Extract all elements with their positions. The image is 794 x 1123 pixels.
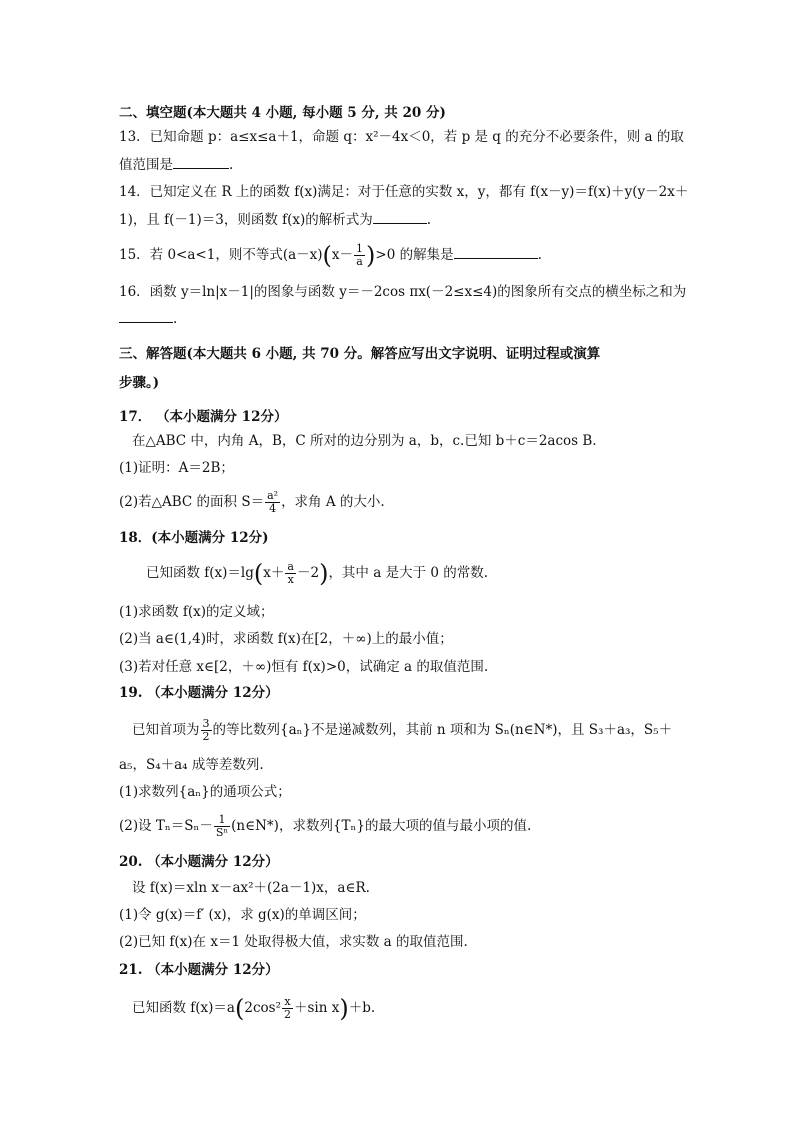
q17-header: 17． （本小题满分 12分） bbox=[119, 409, 288, 425]
q14-label: 1)，且 f(－1)＝3，则函数 f(x)的解析式为 bbox=[119, 212, 373, 228]
q17-part1: (1)证明：A＝2B； bbox=[119, 460, 234, 476]
q15-text-b: x－ bbox=[331, 247, 354, 263]
q15-text-a: 15．若 0<a<1，则不等式(a－x) bbox=[119, 247, 323, 263]
section2-title: 二、填空题(本大题共 4 小题, 每小题 5 分, 共 20 分) bbox=[119, 105, 446, 121]
q18-part3: (3)若对任意 x∈[2，＋∞)恒有 f(x)>0，试确定 a 的取值范围. bbox=[119, 659, 489, 675]
q20-stem: 设 f(x)＝xln x－ax²＋(2a－1)x，a∈R. bbox=[132, 880, 370, 896]
answer-blank bbox=[173, 154, 229, 169]
q18-header: 18．(本小题满分 12分) bbox=[119, 530, 269, 546]
q17-part2: (2)若△ABC 的面积 S＝ $\frac{\text{a²}}{4}$ ，求角 A 的大小. bbox=[119, 489, 385, 515]
answer-blank bbox=[454, 244, 538, 259]
q15-fraction: $\frac{1}{a}$ bbox=[356, 242, 364, 268]
q13-line1: 13．已知命题 p：a≤x≤a＋1，命题 q：x²－4x＜0，若 p 是 q 的充分不必要条件，则 a 的取 bbox=[119, 129, 684, 145]
q17-stem: 在△ABC 中，内角 A，B，C 所对的边分别为 a，b，c.已知 b＋c＝2acos B. bbox=[132, 433, 597, 449]
q13-label: 值范围是 bbox=[119, 157, 173, 173]
q21-stem: 已知函数 f(x)＝a(2cos² $\frac{x}{2}$ ＋sin x)＋b. bbox=[132, 994, 376, 1023]
q16-line2: . bbox=[119, 308, 177, 330]
q19-part1: (1)求数列{aₙ}的通项公式； bbox=[119, 784, 291, 800]
q19-fraction: $\frac{3}{2}$ bbox=[202, 717, 210, 743]
q21-header: 21. （本小题满分 12分） bbox=[119, 962, 279, 978]
q20-part1: (1)令 g(x)＝f′ (x)，求 g(x)的单调区间； bbox=[119, 907, 366, 923]
q19-part2-fraction: $\frac{1}{\text{Sⁿ}}$ bbox=[215, 813, 229, 839]
q19-stem: 已知首项为 $\frac{3}{2}$ 的等比数列{aₙ}不是递减数列，其前 n 项和为 Sₙ(n∈N*)，且 S₃＋a₃，S₅＋ bbox=[132, 717, 673, 743]
q18-part1: (1)求函数 f(x)的定义域； bbox=[119, 604, 274, 620]
q20-part2: (2)已知 f(x)在 x＝1 处取得极大值，求实数 a 的取值范围. bbox=[119, 934, 468, 950]
q20-header: 20. （本小题满分 12分） bbox=[119, 854, 279, 870]
q19-header: 19. （本小题满分 12分） bbox=[119, 685, 279, 701]
section3-title-line2: 步骤。) bbox=[119, 375, 160, 391]
answer-blank bbox=[119, 308, 173, 323]
q18-fraction: $\frac{a}{x}$ bbox=[287, 560, 294, 586]
q15-text-c: >0 的解集是 bbox=[375, 247, 454, 263]
answer-blank bbox=[373, 209, 427, 224]
q14-line2: 1)，且 f(－1)＝3，则函数 f(x)的解析式为 . bbox=[119, 209, 431, 231]
q13-line2: 值范围是 . bbox=[119, 154, 233, 176]
q18-stem: 已知函数 f(x)＝lg(x＋ $\frac{a}{x}$ －2)，其中 a 是大于 0 的常数. bbox=[146, 559, 489, 588]
section3-title-line1: 三、解答题(本大题共 6 小题, 共 70 分。解答应写出文字说明、证明过程或演算 bbox=[119, 346, 601, 362]
q16-line1: 16．函数 y＝ln|x－1|的图象与函数 y＝－2cos πx(－2≤x≤4)的图象所有交点的横坐标之和为 bbox=[119, 284, 687, 300]
q19-part2: (2)设 Tₙ＝Sₙ－ $\frac{1}{\text{Sⁿ}}$ (n∈N*)，求数列{Tₙ}的最大项的值与最小项的值. bbox=[119, 813, 532, 839]
q14-line1: 14．已知定义在 R 上的函数 f(x)满足：对于任意的实数 x，y，都有 f(x－y)＝f(x)＋y(y－2x＋ bbox=[119, 184, 689, 200]
q18-part2: (2)当 a∈(1,4)时，求函数 f(x)在[2，＋∞)上的最小值； bbox=[119, 631, 453, 647]
q17-fraction: $\frac{\text{a²}}{4}$ bbox=[267, 489, 279, 515]
q15-line: 15．若 0<a<1，则不等式(a－x)(x－ $\frac{1}{a}$ )>0 的解集是 . bbox=[119, 241, 542, 270]
q19-stem-line2: a₅，S₄＋a₄ 成等差数列. bbox=[119, 757, 264, 773]
q21-fraction: $\frac{x}{2}$ bbox=[283, 995, 291, 1021]
